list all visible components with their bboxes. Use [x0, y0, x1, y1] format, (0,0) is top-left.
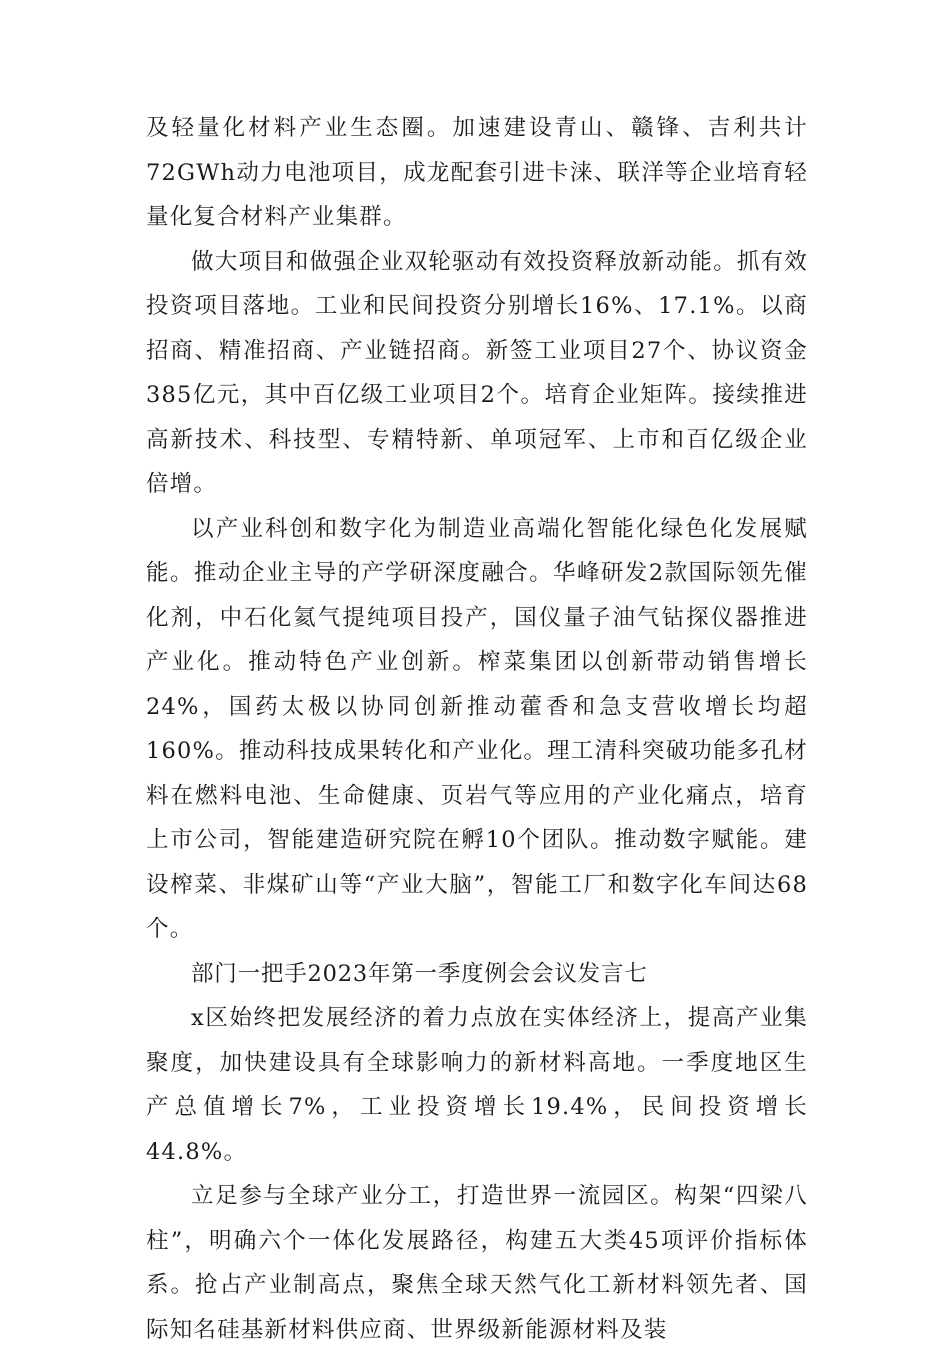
paragraph-1: 及轻量化材料产业生态圈。加速建设青山、赣锋、吉利共计72GWh动力电池项目，成龙配套引进卡涞、联洋等企业培育轻量化复合材料产业集群。 — [146, 115, 808, 230]
document-body — [146, 106, 808, 1352]
paragraph-2: 做大项目和做强企业双轮驱动有效投资释放新动能。抓有效投资项目落地。工业和民间投资分别增长16%、17.1%。以商招商、精准招商、产业链招商。新签工业项目27个、协议资金385亿元，其中百亿级工业项目2个。培育企业矩阵。接续推进高新技术、科技型、专精特新、单项冠军、上市和百亿级企业倍增。 — [146, 248, 808, 497]
paragraph-6: 立足参与全球产业分工，打造世界一流园区。构架“四梁八柱”，明确六个一体化发展路径，构建五大类45项评价指标体系。抢占产业制高点，聚焦全球天然气化工新材料领先者、国际知名硅基新材料供应商、世界级新能源材料及装 — [146, 1183, 808, 1343]
section-heading: 部门一把手2023年第一季度例会会议发言七 — [191, 960, 648, 987]
paragraph-3: 以产业科创和数字化为制造业高端化智能化绿色化发展赋能。推动企业主导的产学研深度融合。华峰研发2款国际领先催化剂，中石化氦气提纯项目投产，国仪量子油气钻探仪器推进产业化。推动特色产业创新。榨菜集团以创新带动销售增长24%，国药太极以协同创新推动藿香和急支营收增长均超160%。推动科技成果转化和产业化。理工清科突破功能多孔材料在燃料电池、生命健康、页岩气等应用的产业化痛点，培育上市公司，智能建造研究院在孵10个团队。推动数字赋能。建设榨菜、非煤矿山等“产业大脑”，智能工厂和数字化车间达68个。 — [146, 515, 808, 942]
paragraph-5: x区始终把发展经济的着力点放在实体经济上，提高产业集聚度，加快建设具有全球影响力的新材料高地。一季度地区生产总值增长7%，工业投资增长19.4%，民间投资增长44.8%。 — [146, 1005, 808, 1165]
